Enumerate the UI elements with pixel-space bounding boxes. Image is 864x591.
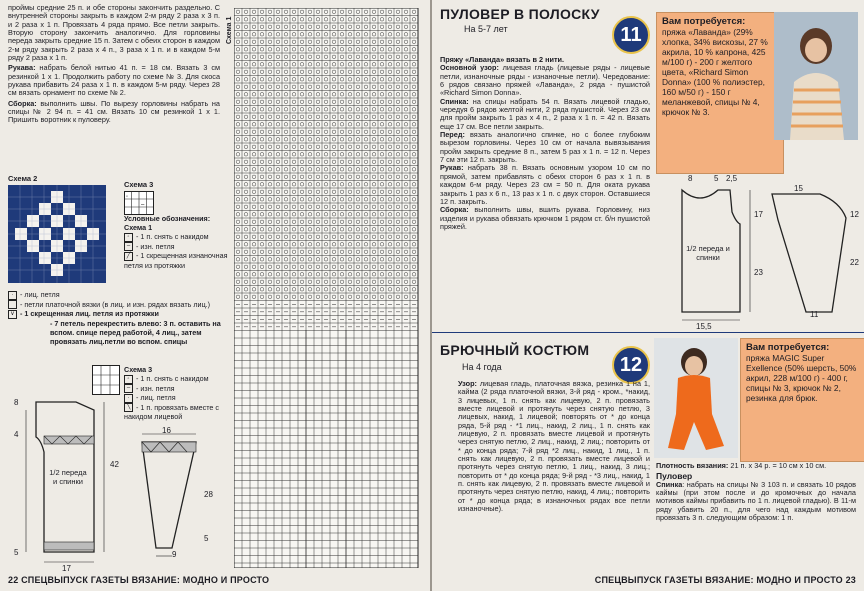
scheme3-title: Схема 3	[124, 180, 154, 189]
dim-42: 42	[110, 460, 119, 469]
left-footer: 22 СПЕЦВЫПУСК ГАЗЕТЫ ВЯЗАНИЕ: МОДНО И ПРОСТО	[8, 575, 270, 585]
legend2-item-3: ∨ - 1 скрещенная лиц. петля из протяжки	[8, 309, 228, 319]
density-paragraph: Плотность вязания: 21 п. х 34 р. = 10 см х 10 см.	[656, 461, 827, 470]
materials-box-12	[740, 338, 864, 462]
right-page	[432, 0, 864, 591]
scheme2-grid	[8, 185, 106, 283]
dim11-2-5: 2,5	[726, 174, 738, 183]
age-suit: На 4 года	[462, 362, 502, 372]
right-footer: СПЕЦВЫПУСК ГАЗЕТЫ ВЯЗАНИЕ: МОДНО И ПРОСТО 23	[594, 575, 856, 585]
dim-8: 8	[14, 398, 19, 407]
dim11-15-5: 15,5	[696, 322, 712, 331]
scheme2-block	[8, 174, 106, 283]
materials-text-12: пряжа MAGIC Super Exellence (50% шерсть, 50% акрил, 228 м/100 г) - 400 г, спицы № 3, крючок № 2, резинка для брюк.	[746, 353, 857, 403]
suit-text-column	[458, 380, 650, 514]
dim-16: 16	[162, 426, 171, 435]
svg-text:◦: ◦	[126, 194, 129, 200]
dim11-23: 23	[754, 268, 763, 277]
scheme1-legend-title: Схема 1	[124, 223, 153, 232]
dim11-15: 15	[794, 184, 803, 193]
sleeves-text: набрать белой нитью 41 п. = 18 см. Вязать 3 см резинкой 1 х 1. Продолжить работу по схеме № 3. Для скоса рукава прибавить 24 раза х 1 п. в каждом 5-м ряду. Через 28 см вязать орнамент по схеме № 2.	[8, 63, 220, 98]
dim11-17: 17	[754, 210, 763, 219]
chart-vertical-title: Схема 1	[226, 16, 233, 44]
legend2-item-4: - 7 петель перекрестить влево: 3 п. оставить на вспом. спице перед работой, 4 лиц., затем провязать лиц.петли во вспом. спицы	[50, 318, 221, 346]
photo-girl-suit	[654, 338, 738, 458]
dim-17: 17	[62, 564, 71, 573]
materials-box-11	[656, 12, 784, 174]
knit-icon: ·	[8, 291, 17, 300]
back-paragraph: Спинка: на спицы набрать 54 п. Вязать лицевой гладью, чередуя 6 рядов желтой нити, 2 ряда пушистой. Через 23 см для пройм закрыть 1 раз х 4 п., 2 раза х 1 п. = 42 п. Вязать еще 17 см. Все петли закрыть.	[440, 96, 650, 131]
age-pullover: На 5-7 лет	[464, 24, 508, 34]
legend3-item-1: ◦ - 1 п. снять с накидом	[124, 374, 224, 384]
dim11-11: 11	[810, 310, 819, 319]
assembly-title: Сборка:	[8, 98, 37, 108]
section-divider	[432, 332, 864, 333]
sleeve-paragraph: Рукав: набрать 38 п. Вязать основным узором 10 см по прямой, затем прибавлять с обеих сторон 6 раз х 1 п. в каждом 6-м ряду. Через 23 см = 50 п. Для оката рукава закрыть 1 раз х 6 п., 13 раз х 1 п. с двух сторон. Оставшиеся 12 п. закрыть.	[440, 163, 650, 206]
suit-text-column-2	[656, 462, 856, 522]
scheme1-chart	[234, 8, 422, 568]
materials-title-12: Вам потребуется:	[746, 342, 830, 353]
sleeves-title: Рукава:	[8, 63, 36, 73]
dim11-22: 22	[850, 258, 859, 267]
legend2-item-1: · - лиц. петля	[8, 290, 228, 300]
crossed-purl-icon: ╱	[124, 252, 133, 261]
legend-item-3: ╱ - 1 скрещенная изнаночная петля из протяжки	[124, 251, 228, 270]
yarn-note: Пряжу «Лаванда» вязать в 2 нити.	[440, 55, 565, 64]
dim-5: 5	[14, 548, 19, 557]
legend-title: Условные обозначения:	[124, 214, 211, 223]
sleeves-paragraph	[8, 64, 220, 97]
title-suit: БРЮЧНЫЙ КОСТЮМ	[440, 342, 590, 358]
legend3-item-3: · - лиц. петля	[124, 393, 224, 403]
assembly-paragraph	[8, 100, 220, 125]
photo-girl-pullover	[774, 12, 858, 140]
left-text-column	[8, 4, 220, 125]
legend3-item-2: – - изн. петля	[124, 384, 224, 394]
assembly-text: выполнить швы. По вырезу горловины набрать на спицы № 2 94 п. = 41 см. Вязать 10 см резинкой 1 х 1. Пришить воротник к пуловеру.	[8, 98, 220, 125]
crossed-knit-icon: ∨	[8, 310, 17, 319]
girl-pullover-image	[774, 12, 858, 140]
badge-12: 12	[612, 346, 650, 384]
assembly-paragraph-right: Сборка: выполнить швы, вшить рукава. Горловину, низ изделия и рукава обвязать крючком 1 рядом ст. б/н пушистой пряжей.	[440, 205, 650, 231]
body-schematic-label: 1/2 переда и спинки	[49, 468, 87, 486]
svg-text:–: –	[141, 202, 145, 208]
legend-item-1: ◦ - 1 п. снять с накидом	[124, 232, 228, 242]
scheme3-bottom-grid	[92, 365, 120, 395]
dim-4: 4	[14, 430, 19, 439]
purl-icon: –	[124, 242, 133, 251]
back12-paragraph: Спинка: набрать на спицы № 3 103 п. и связать 10 рядов каймы (при этом после и до кромочных до начала мотивов каймы прибавить по 1 п. лицевой гладью). В 11-м ряду убавить 20 п., для чего над каждым мотивом провязать 3 п. следующим образом: 1 п.	[656, 479, 856, 523]
legend3-item-4: ╲ - 1 п. провязать вместе с накидом лицевой	[124, 402, 220, 422]
scheme3-small-grid	[124, 191, 154, 215]
scheme3-small-block	[124, 180, 154, 215]
pullover-schematic-label: 1/2 переда и спинки	[686, 244, 730, 262]
scheme3b-title: Схема 3	[124, 365, 153, 374]
materials-text-11: пряжа «Лаванда» (29% хлопка, 34% вискозы, 27 % акрила, 10 % капрона, 425 м/100 г) - 200 г желтого цвета, «Richard Simon Donna» (100 % полиэстер, 160 м/50 г) - 150 г меланжевой, спицы № 4, крючок № 3.	[662, 27, 768, 117]
materials-title-11: Вам потребуется:	[662, 16, 746, 27]
legend-block-2	[8, 290, 228, 346]
dim11-8: 8	[688, 174, 693, 183]
dim11-12: 12	[850, 210, 859, 219]
garter-icon	[8, 300, 17, 309]
legend-block	[124, 214, 228, 270]
legend-item-2: – - изн. петля	[124, 242, 228, 252]
scheme2-title: Схема 2	[8, 174, 38, 183]
front-paragraph: Перед: вязать аналогично спинке, но с более глубоким вырезом горловины. Через 10 см от начала вывязывания пройм закрыть средние 8 п., затем 5 раз х 1 п. = 12 п. Через 7 см эти 12 п. закрыть.	[440, 130, 650, 165]
pullover-subtitle: Пуловер	[656, 471, 693, 482]
title-pullover: ПУЛОВЕР В ПОЛОСКУ	[440, 6, 600, 22]
dim-5b: 5	[204, 534, 209, 543]
intro-paragraph: проймы средние 25 п. и обе стороны закончить раздельно. С внутренней стороны закрыть в каждом 2-м ряду 2 раза х 3 п. и 2 раза х 1 п. Провязать 4 ряда прямо. Все петли закрыть. Вторую сторону закончить аналогично. Для горловины переда закрыть средние 15 п. Затем с обеих сторон в каждом 2-м ряду закрыть 2 раза х 4 п., 3 раза х 1 п. и в каждом 5-м ряду 2 раза х 1 п.	[8, 3, 220, 63]
legend-block-3	[124, 365, 224, 421]
legend2-item-2: - петли платочной вязки (в лиц. и изн. рядах вязать лиц.)	[8, 300, 228, 310]
pullover-text-column	[440, 56, 650, 231]
dim11-5: 5	[714, 174, 719, 183]
dim-28: 28	[204, 490, 213, 499]
dim-9: 9	[172, 550, 177, 559]
pattern12-paragraph: Узор: лицевая гладь, платочная вязка, резинка 1 на 1, кайма (2 ряда платочной вязки, 3-й ряд - кром., *накид, 3 лицевых, 1 п. снять как лицевую, 2 п. провязать вместе лицевой и протянуть через снятую петлю, 3 лицевых, накид, 1 лицевой; повторять от * до конца ряда, 5-й ряд - *1 лиц., накид, 2 лиц., 1 п. снять как лицевую, 2 п. провязать вместе лицевой и протянуть через снятую петлю, 2 лиц., накид, 2 лиц.; повторить от * до конца ряда; 7-й ряд *2 лиц., накид, 1 лиц., 1 п. снять как лицевую, 2 п. провязать вместе лицевой и протянуть через снятую петлю, 1 лиц., накид, 3 лиц.; повторить от * до конца ряда; 9-й ряд - *3 лиц., накид, 1 п. снять как лицевую, 2 п. провязать вместе лицевой и протянуть через снятую петлю, накид, 4 лиц.; повторить от * до конца ряда; в изнаночных рядах все петли изнаночные).	[458, 379, 650, 514]
pattern-paragraph: Основной узор: лицевая гладь (лицевые ряды - лицевые петли, изнаночные ряды - изнаночные петли). Чередование: 6 рядов связано пряжей «Лаванда», 2 ряда - пушистой «Richard Simon Donna».	[440, 63, 650, 98]
left-page	[0, 0, 430, 591]
badge-11: 11	[612, 16, 650, 54]
girl-suit-image	[654, 338, 738, 458]
slip-icon: ◦	[124, 233, 133, 242]
